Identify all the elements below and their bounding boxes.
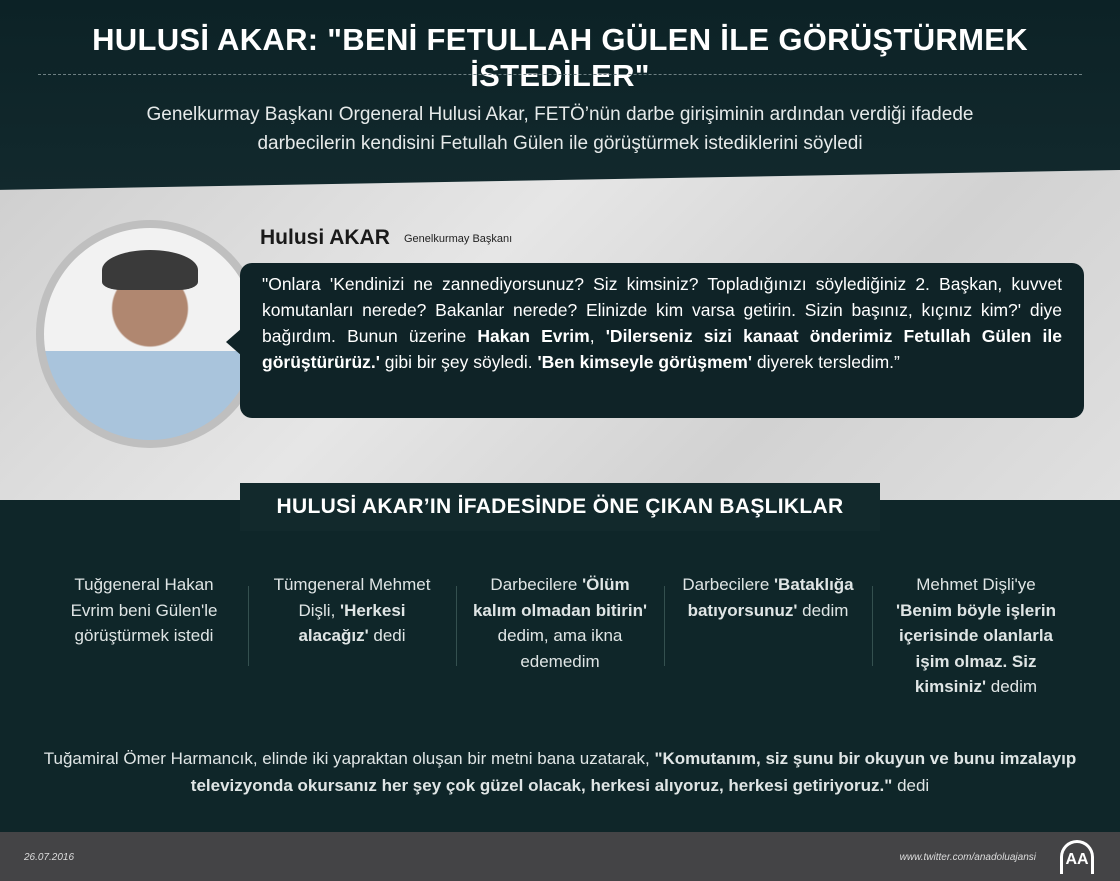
footer bbox=[0, 832, 1120, 881]
highlight-item bbox=[664, 572, 872, 700]
subtitle bbox=[0, 100, 1120, 158]
text: Mehmet Dişli'ye bbox=[916, 575, 1036, 594]
closing-statement bbox=[30, 745, 1090, 799]
text: dedim bbox=[986, 677, 1038, 696]
highlight-item bbox=[872, 572, 1080, 700]
quote-bubble bbox=[240, 263, 1084, 418]
text: Tuğamiral Ömer Harmancık, elinde iki yapraktan oluşan bir metni bana uzatarak, bbox=[43, 749, 655, 768]
divider bbox=[38, 74, 1082, 75]
bold-text: 'Bataklığa batıyorsunuz' bbox=[687, 575, 854, 620]
person-role: Genelkurmay Başkanı bbox=[404, 233, 513, 245]
highlights-columns bbox=[40, 572, 1080, 700]
highlight-item bbox=[248, 572, 456, 700]
subtitle-line: Genelkurmay Başkanı Orgeneral Hulusi Akar, FETÖ’nün darbe girişiminin ardından verdiği ifadede bbox=[146, 104, 974, 125]
bold-text: 'Benim böyle işlerin içerisinde olanlarla işim olmaz. Siz kimsiniz' bbox=[896, 600, 1056, 696]
text: Tuğgeneral Hakan Evrim beni Gülen'le görüştürmek istedi bbox=[70, 575, 218, 645]
date: 26.07.2016 bbox=[24, 852, 75, 863]
subtitle-line: darbecilerin kendisini Fetullah Gülen ile görüştürmek istediklerini söyledi bbox=[257, 133, 863, 154]
text: dedi bbox=[892, 776, 930, 795]
bold-text: 'Dilerseniz sizi kanaat önderimiz Fetullah Gülen ile görüştürürüz.' bbox=[262, 326, 1062, 372]
text: Darbecilere bbox=[682, 575, 774, 594]
highlight-item bbox=[40, 572, 248, 700]
highlights-heading: HULUSİ AKAR’IN İFADESİNDE ÖNE ÇIKAN BAŞLIKLAR bbox=[240, 483, 880, 531]
bold-text: 'Ben kimseyle görüşmem' bbox=[537, 352, 753, 372]
text: dedim, ama ikna edemedim bbox=[497, 626, 623, 671]
text: dedim bbox=[797, 600, 849, 620]
text: diyerek tersledim.” bbox=[752, 352, 900, 372]
text: dedi bbox=[368, 626, 406, 645]
twitter-link[interactable]: www.twitter.com/anadoluajansi bbox=[899, 852, 1036, 863]
highlight-item bbox=[456, 572, 664, 700]
text: Tümgeneral Mehmet Dişli, bbox=[273, 575, 431, 620]
bold-text: 'Herkesi alacağız' bbox=[298, 600, 406, 645]
aa-logo-icon: AA bbox=[1060, 840, 1094, 874]
bold-text: "Komutanım, siz şunu bir okuyun ve bunu imzalayıp televizyonda okursanız her şey çok güzel olacak, herkesi alıyoruz, herkesi getiriyoruz." bbox=[190, 749, 1077, 795]
bold-text: Hakan Evrim bbox=[477, 326, 590, 346]
text: "Onlara 'Kendinizi ne zannediyorsunuz? Siz kimsiniz? Topladığınızı söylediğiniz 2. Başkan, kuvvet komutanları nerede? Bakanlar nerede? Elinizde kim varsa getirin. Sizin başınız, kıçınız kim?' diye bağırdım. Bunun üzerine bbox=[262, 274, 1062, 346]
text: Darbecilere bbox=[490, 575, 583, 594]
text: gibi bir şey söyledi. bbox=[379, 352, 538, 372]
text: , bbox=[589, 326, 606, 346]
page-title: HULUSİ AKAR: "BENİ FETULLAH GÜLEN İLE GÖRÜŞTÜRMEK İSTEDİLER" bbox=[92, 22, 1028, 93]
person-name: Hulusi AKAR bbox=[260, 226, 390, 249]
bold-text: 'Ölüm kalım olmadan bitirin' bbox=[472, 575, 648, 620]
